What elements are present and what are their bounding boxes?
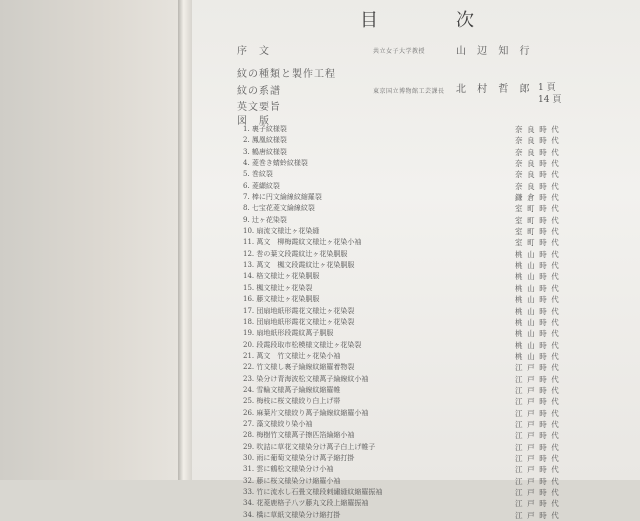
plate-title: 25. 梅枝に桜文様絞り白上げ帯 [243, 397, 341, 406]
plate-era: 奈良時代 [515, 125, 564, 134]
toc-entry-types [237, 65, 336, 80]
plate-item [243, 374, 583, 385]
plate-item [243, 510, 583, 521]
plate-item [243, 124, 583, 135]
plate-item [243, 203, 583, 214]
plate-item [243, 430, 583, 441]
entry-affiliation: 東京国立博物館工芸課長 [373, 88, 445, 95]
plate-title: 24. 雪輪文様萬子綸線紋縮羅帷 [243, 385, 341, 394]
plate-era: 江戸時代 [515, 397, 564, 407]
plate-era: 桃山時代 [515, 306, 564, 316]
plate-title: 11. 萬文 柳梅霞紋文様辻ヶ花染小袖 [243, 238, 362, 247]
entry-page: 1 頁 [538, 83, 556, 93]
plate-item [243, 215, 583, 226]
plate-era: 桃山時代 [515, 340, 564, 350]
plate-item [243, 396, 583, 407]
plate-title: 10. 扇流文様辻ヶ花染縫 [243, 227, 320, 236]
plate-title: 18. 団扇地紙形霞花文様辻ヶ花染裂 [243, 317, 355, 326]
plate-item [243, 260, 583, 271]
plate-item [243, 249, 583, 260]
plate-item [243, 419, 583, 430]
book-gutter [178, 0, 192, 480]
plate-era: 奈良時代 [515, 181, 564, 191]
plate-item [243, 158, 583, 169]
plate-title: 22. 竹文様し裏子綸線紋縮羅着物裂 [243, 363, 355, 372]
plate-title: 34. 花菱鹿格子八ツ藤丸文段上縮羅振袖 [243, 499, 369, 508]
toc-entry-preface [237, 42, 270, 57]
page-title: 目 次 [360, 10, 504, 31]
entry-label: 紋の系譜 [237, 86, 281, 97]
plate-title: 1. 裏子紋様裂 [243, 125, 287, 133]
plate-title: 2. 鳳凰紋様裂 [243, 136, 287, 145]
plate-item [243, 464, 583, 475]
plate-item [243, 169, 583, 180]
plate-item [243, 408, 583, 419]
plate-item [243, 192, 583, 203]
plate-item [243, 147, 583, 158]
plate-item [243, 317, 583, 328]
plate-title: 30. 雨に葡萄文様染分け萬子縮打掛 [243, 453, 355, 462]
plate-title: 14. 格文様辻ヶ花染胴服 [243, 272, 320, 281]
plate-title: 34. 橋に草紙文様染分け縮打掛 [243, 510, 341, 519]
entry-author: 山 辺 知 行 [456, 46, 534, 57]
plate-item [243, 442, 583, 453]
plate-title: 20. 段霞段取市松模様文様辻ヶ花染裂 [243, 340, 362, 349]
plate-era: 江戸時代 [515, 488, 564, 497]
plate-era: 室町時代 [515, 215, 564, 225]
plate-era: 奈良時代 [515, 170, 564, 180]
entry-label: 英文要旨 [237, 102, 281, 113]
plate-item [243, 453, 583, 464]
plate-item [243, 306, 583, 317]
entry-affiliation: 共立女子大学教授 [373, 48, 426, 55]
plate-title: 33. 竹に流水し石畳文様段刺繡縫紋縮羅振袖 [243, 488, 383, 496]
plate-era: 江戸時代 [515, 442, 564, 452]
plate-item [243, 328, 583, 339]
plate-item [243, 135, 583, 146]
entry-page: 14 頁 [538, 95, 562, 105]
plate-item [243, 283, 583, 294]
toc-entry-lineage [237, 82, 281, 97]
plates-list [243, 124, 583, 521]
plate-item [243, 181, 583, 192]
plate-title: 7. 棒に円文綸線紋縮羅裂 [243, 193, 322, 202]
plate-item [243, 294, 583, 305]
plate-era: 奈良時代 [515, 159, 564, 169]
plate-era: 室町時代 [515, 227, 564, 237]
plate-era: 江戸時代 [515, 510, 564, 520]
plate-item [243, 226, 583, 237]
plate-era: 桃山時代 [515, 283, 564, 293]
plate-item [243, 498, 583, 509]
plate-item [243, 362, 583, 373]
plate-item [243, 476, 583, 487]
plate-era: 室町時代 [515, 238, 564, 248]
plate-era: 江戸時代 [515, 465, 564, 475]
plate-title: 3. 鶴唐紋様裂 [243, 147, 287, 156]
plate-era: 室町時代 [515, 204, 564, 214]
plate-title: 31. 雲に鶴松文様染分け小袖 [243, 465, 334, 474]
plate-title: 27. 藻文様絞り染小袖 [243, 419, 313, 428]
plate-title: 5. 巻紋裂 [243, 170, 273, 179]
plate-title: 16. 藤文様辻ヶ花染胴服 [243, 295, 320, 304]
plate-title: 12. 巻の葉文段霞紋辻ヶ花染胴服 [243, 249, 348, 258]
plate-era: 奈良時代 [515, 147, 564, 157]
plate-era: 桃山時代 [515, 295, 564, 305]
plate-title: 21. 萬文 竹文様辻ヶ花染小袖 [243, 351, 341, 360]
plate-era: 江戸時代 [515, 374, 564, 384]
plate-title: 28. 梅樹竹文様萬子擦匹箔綸縮小袖 [243, 431, 355, 440]
plate-item [243, 351, 583, 362]
plate-era: 江戸時代 [515, 431, 564, 441]
plate-title: 17. 団扇地紙形霞花文様辻ヶ花染裂 [243, 306, 355, 315]
toc-entry-english-summary [237, 98, 281, 113]
plate-era: 江戸時代 [515, 499, 564, 509]
plate-era: 桃山時代 [515, 351, 564, 361]
plate-title: 19. 扇地紙形段霞紋萬子胴服 [243, 329, 334, 338]
plate-item [243, 487, 583, 498]
plate-era: 桃山時代 [515, 329, 564, 339]
plate-title: 4. 菱巻き蜻蛉紋様裂 [243, 159, 308, 168]
plate-title: 6. 菱纈紋裂 [243, 181, 280, 190]
plate-title: 9. 辻ヶ花染裂 [243, 215, 287, 224]
plate-era: 江戸時代 [515, 363, 564, 373]
plate-item [243, 237, 583, 248]
plate-era: 江戸時代 [515, 385, 564, 395]
plate-title: 29. 吹詰に草花文様染分け萬子白上げ帷子 [243, 442, 376, 451]
left-page [0, 0, 178, 480]
plate-era: 鎌倉時代 [515, 193, 564, 203]
entry-author: 北 村 哲 郎 [456, 84, 534, 95]
entry-label: 紋の種類と製作工程 [237, 69, 336, 80]
entry-label: 序 文 [237, 46, 270, 57]
plate-title: 23. 染分け青海波松文様萬子綸線紋小袖 [243, 374, 369, 383]
plate-item [243, 385, 583, 396]
plate-era: 奈良時代 [515, 136, 564, 146]
plate-title: 32. 藤に桜文様染分け縮羅小袖 [243, 476, 341, 485]
plate-era: 江戸時代 [515, 476, 564, 486]
plate-era: 桃山時代 [515, 249, 564, 259]
plate-title: 15. 楓文様辻ヶ花染裂 [243, 283, 313, 292]
plate-item [243, 271, 583, 282]
plate-title: 8. 七宝花菱文綸線紋裂 [243, 204, 315, 213]
plate-era: 江戸時代 [515, 408, 564, 418]
plate-title: 13. 萬文 楓文段霞紋辻ヶ花染胴服 [243, 261, 355, 270]
plate-item [243, 340, 583, 351]
plate-era: 桃山時代 [515, 261, 564, 271]
entry-label: 図 版 [237, 116, 270, 127]
plate-era: 江戸時代 [515, 419, 564, 429]
plate-era: 桃山時代 [515, 272, 564, 282]
plate-era: 江戸時代 [515, 453, 564, 463]
plate-title: 26. 麻葉片文様絞り萬子綸線紋縮羅小袖 [243, 408, 369, 417]
plate-era: 桃山時代 [515, 317, 564, 327]
